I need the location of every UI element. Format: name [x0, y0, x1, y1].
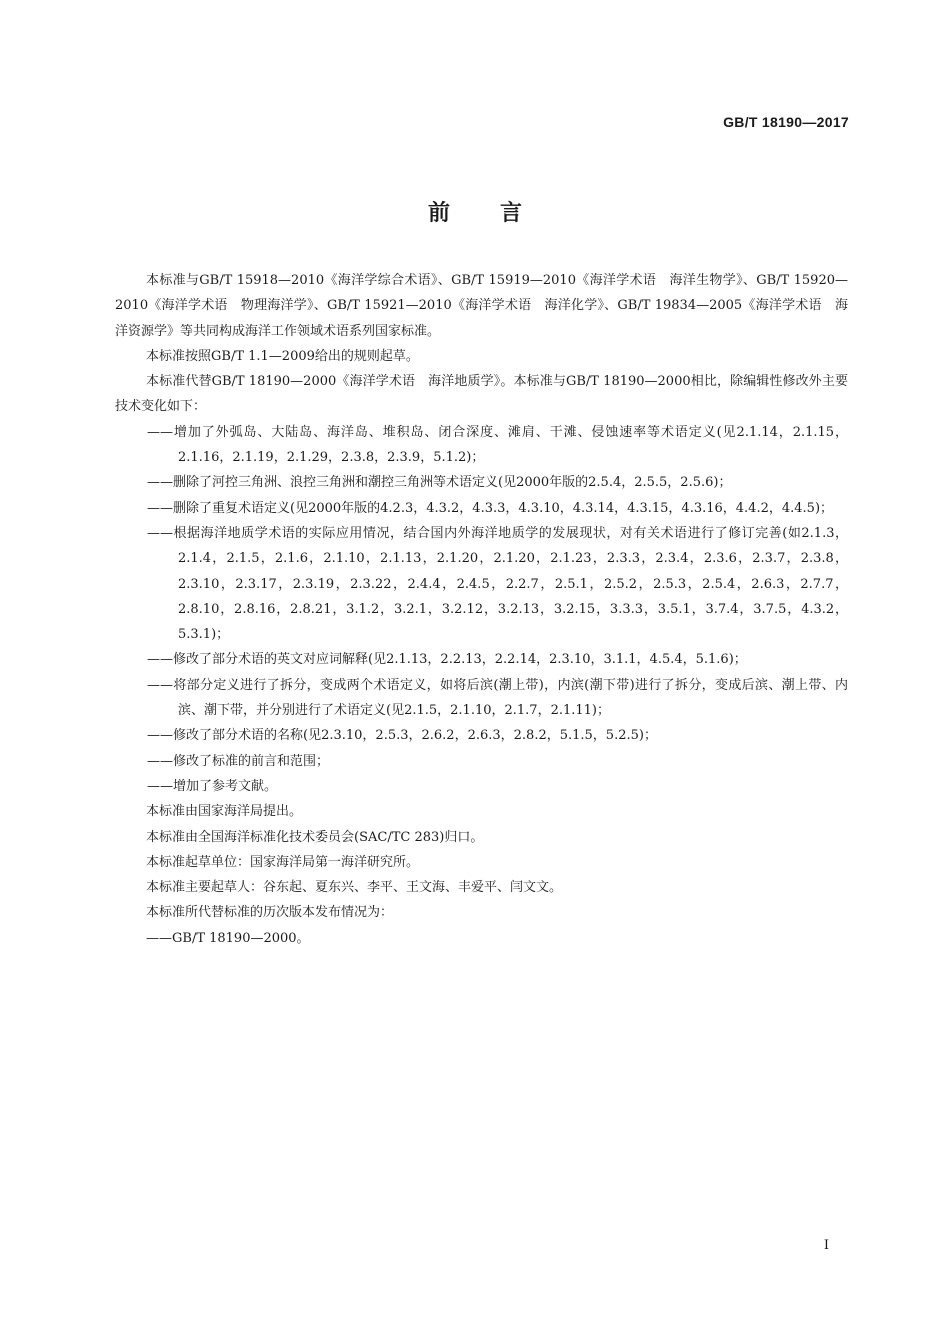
paragraph-drafters: 本标准主要起草人：谷东起、夏东兴、李平、王文海、丰爱平、闫文文。	[146, 880, 563, 896]
page-number: I	[823, 1238, 829, 1253]
change-item: ——增加了参考文献。	[147, 778, 278, 794]
change-item: ——删除了河控三角洲、浪控三角洲和潮控三角洲等术语定义(见2000年版的2.5.4，2.5.5，2.5.6)；	[147, 475, 732, 491]
change-item: ——将部分定义进行了拆分，变成两个术语定义，如将后滨(潮上带)，内滨(潮下带)进行了拆分，变成后滨、潮上带、内滨、潮下带，并分别进行了术语定义(见2.1.5，2.1.10，2.1.7，2.1.11)；	[147, 677, 848, 719]
change-item: ——修改了部分术语的名称(见2.3.10，2.5.3，2.6.2，2.6.3，2.8.2，5.1.5，5.2.5)；	[147, 728, 657, 744]
paragraph-history-intro: 本标准所代替标准的历次版本发布情况为：	[146, 905, 394, 921]
page-title: 前言	[427, 201, 572, 226]
paragraph-series: 本标准与GB/T 15918—2010《海洋学综合术语》、GB/T 15919—2010《海洋学术语 海洋生物学》、GB/T 15920—2010《海洋学术语 物理海洋学》、GB/T 15921—2010《海洋学术语 海洋化学》、GB/T 19834—2005《海洋学术语 海洋资源学》等共同构成海洋工作领域术语系列国家标准。	[115, 273, 848, 339]
paragraph-replacement: 本标准代替GB/T 18190—2000《海洋学术语 海洋地质学》。本标准与GB/T 18190—2000相比，除编辑性修改外主要技术变化如下：	[115, 374, 848, 415]
paragraph-committee: 本标准由全国海洋标准化技术委员会(SAC/TC 283)归口。	[146, 829, 484, 845]
change-item: ——修改了标准的前言和范围；	[147, 753, 330, 769]
foreword-body	[115, 268, 848, 951]
change-item: ——删除了重复术语定义(见2000年版的4.2.3，4.3.2，4.3.3，4.3.10，4.3.14，4.3.15，4.3.16，4.4.2，4.4.5)；	[147, 500, 834, 516]
change-item: ——增加了外弧岛、大陆岛、海洋岛、堆积岛、闭合深度、滩肩、干滩、侵蚀速率等术语定义(见2.1.14，2.1.15，2.1.16，2.1.19，2.1.29，2.3.8，2.3.9，5.1.2)；	[147, 424, 848, 466]
paragraph-drafting-unit: 本标准起草单位：国家海洋局第一海洋研究所。	[146, 854, 420, 870]
change-item: ——修改了部分术语的英文对应词解释(见2.1.13，2.2.13，2.2.14，2.3.10，3.1.1，4.5.4，5.1.6)；	[147, 652, 747, 668]
standard-code: GB/T 18190—2017	[723, 114, 849, 130]
change-item: ——根据海洋地质学术语的实际应用情况，结合国内外海洋地质学的发展现状，对有关术语进行了修订完善(如2.1.3，2.1.4，2.1.5，2.1.6，2.1.10，2.1.13，2.1.20，2.1.20，2.1.23，2.3.3，2.3.4，2.3.6，2.3.7，2.3.8，2.3.10，2.3.17，2.3.19，2.3.22，2.4.4，2.4.5，2.2.7，2.5.1，2.5.2，2.5.3，2.5.4，2.6.3，2.7.7，2.8.10，2.8.16，2.8.21，3.1.2，3.2.1，3.2.12，3.2.13，3.2.15，3.3.3，3.5.1，3.7.4，3.7.5，4.3.2，5.3.1)；	[147, 525, 848, 643]
paragraph-drafting-rules: 本标准按照GB/T 1.1—2009给出的规则起草。	[146, 348, 419, 364]
history-item: ——GB/T 18190—2000。	[146, 930, 310, 946]
paragraph-proposer: 本标准由国家海洋局提出。	[146, 804, 303, 820]
